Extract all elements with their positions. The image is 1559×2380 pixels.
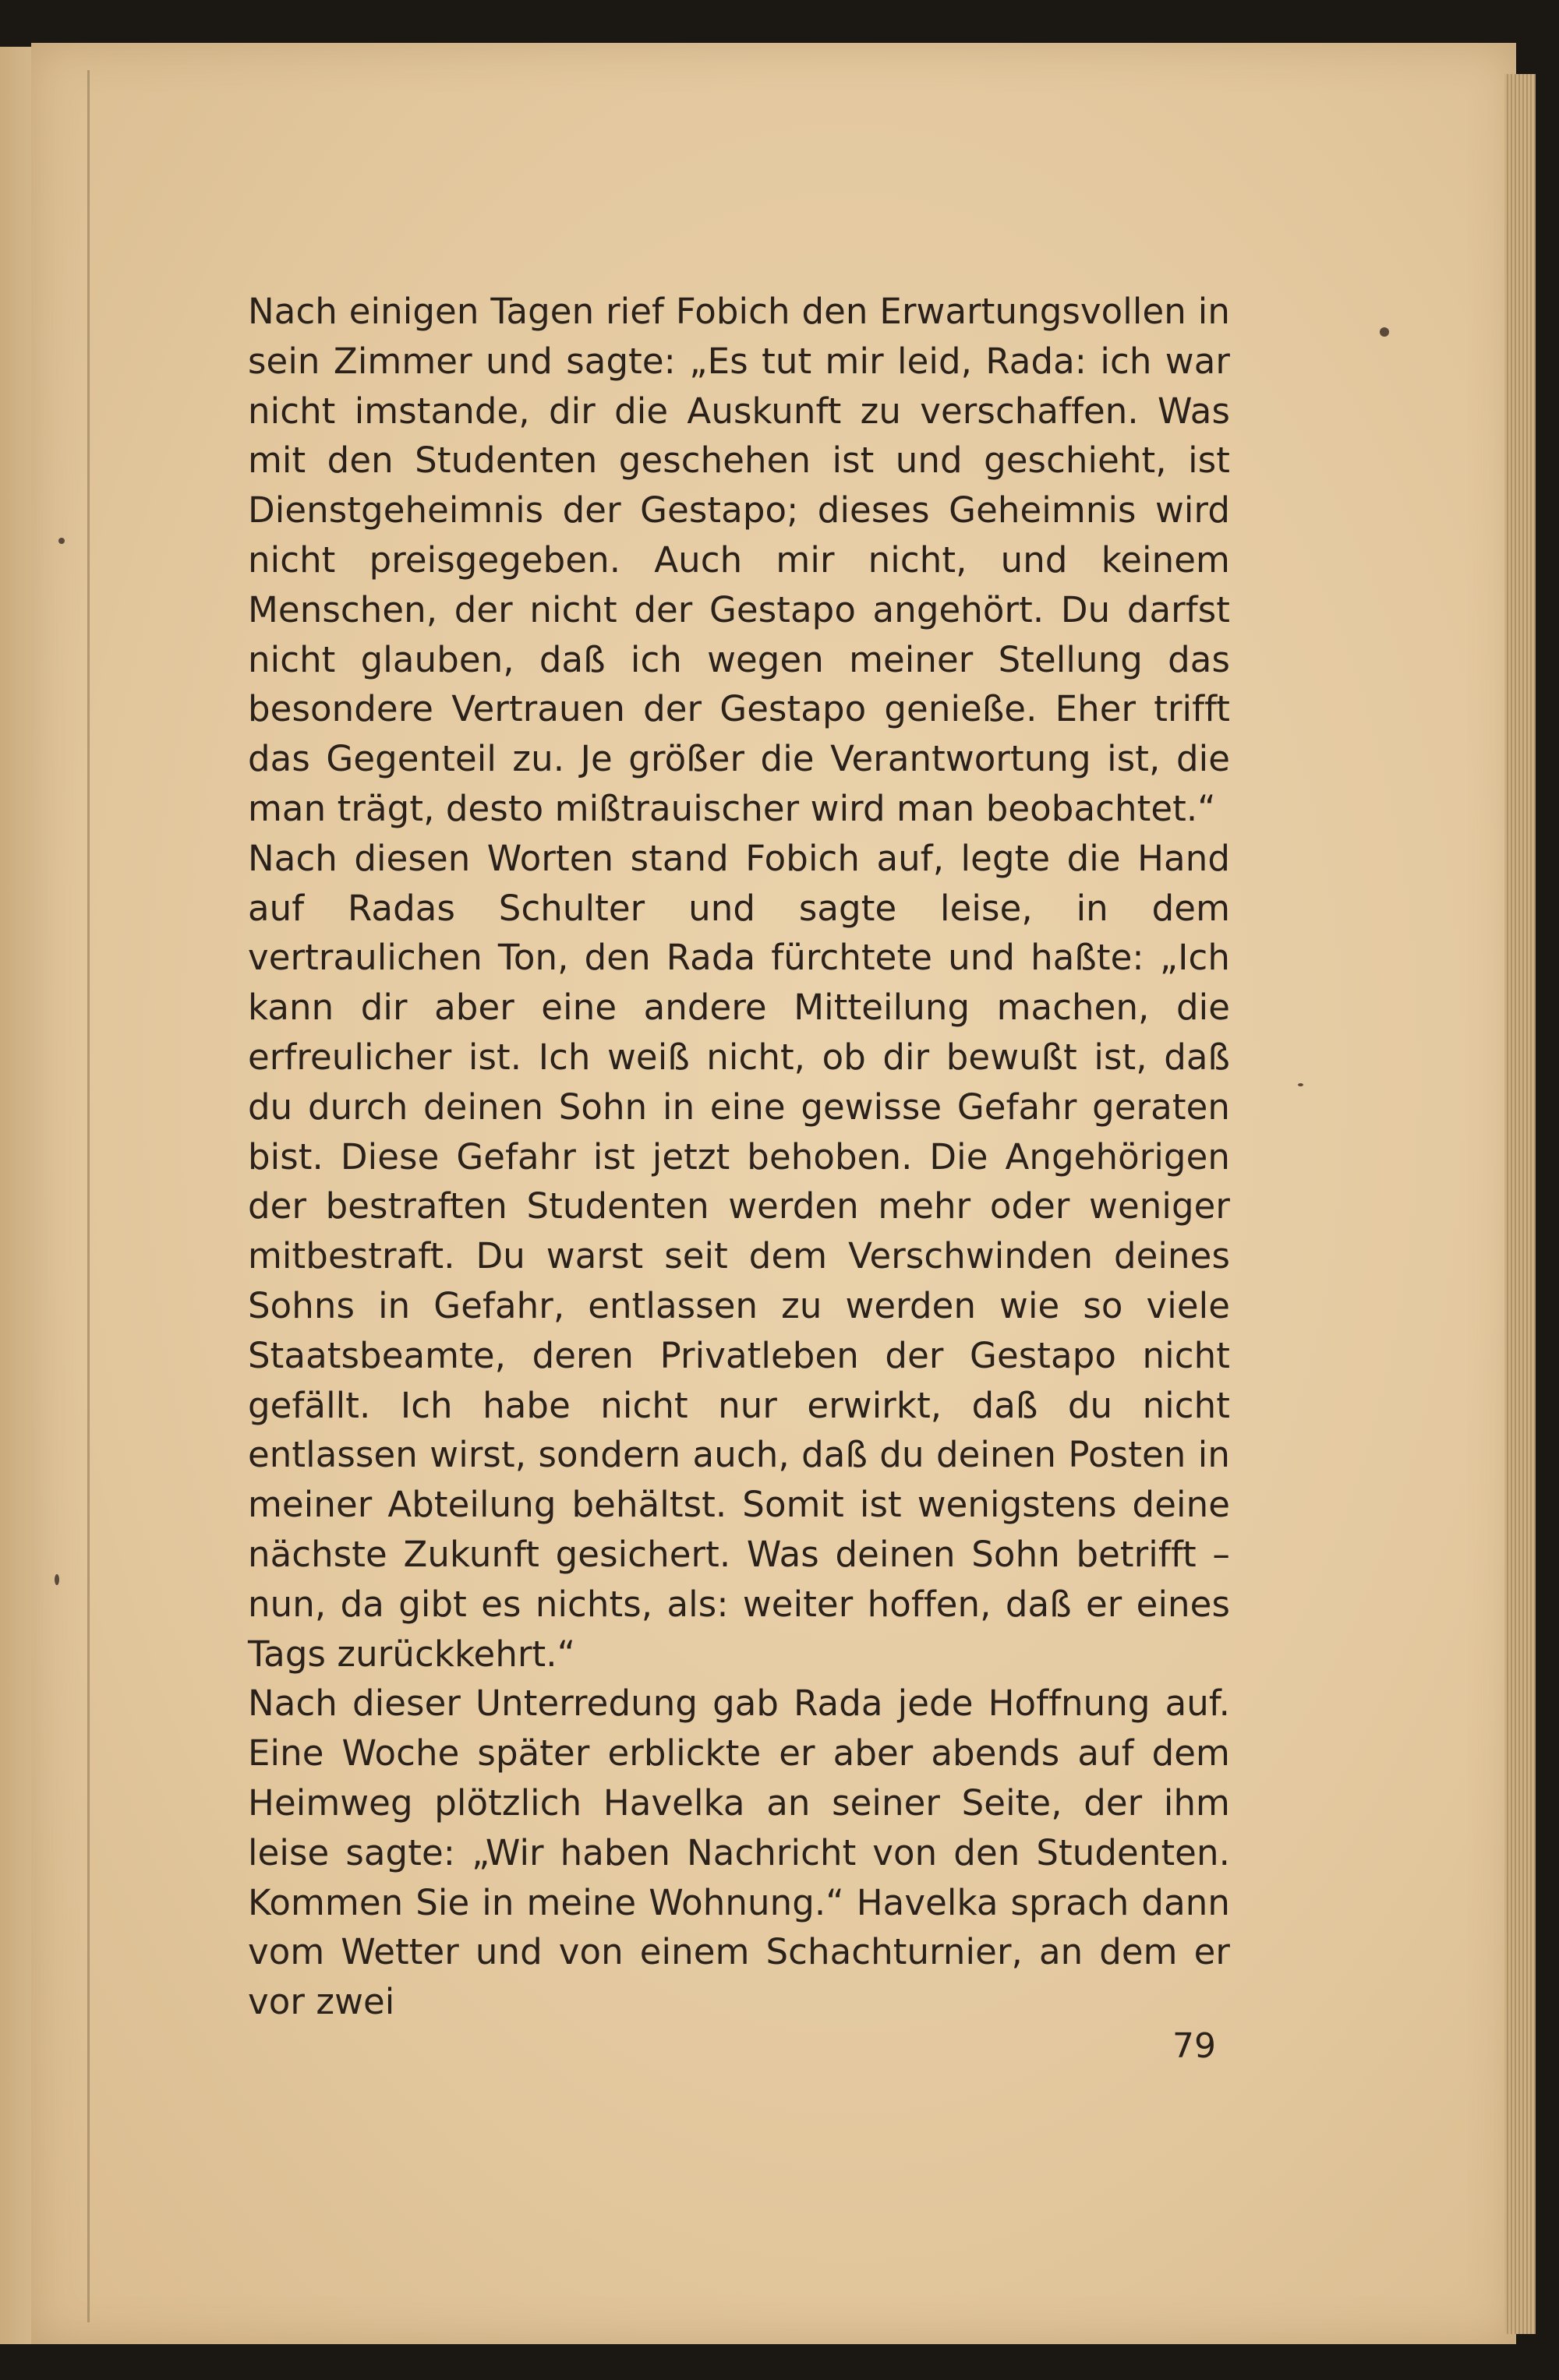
paragraph-2: Nach diesen Worten stand Fobich auf, legte die Hand auf Radas Schulter und sagte leise, in dem vertraulichen Ton, den Rada fürchtete und haßte: „Ich kann dir aber eine andere Mitteilung machen, die erfreulicher ist. Ich weiß nicht, ob dir bewußt ist, daß du durch deinen Sohn in eine gewisse Gefahr geraten bist. Diese Gefahr ist jetzt behoben. Die Angehörigen der bestraften Studenten werden mehr oder weniger mitbestraft. Du warst seit dem Verschwinden deines Sohns in Gefahr, entlassen zu werden wie so viele Staatsbeamte, deren Privatleben der Gestapo nicht gefällt. Ich habe nicht nur erwirkt, daß du nicht entlassen wirst, sondern auch, daß du deinen Posten in meiner Abteilung behältst. Somit ist wenigstens deine nächste Zukunft gesichert. Was deinen Sohn betrifft – nun, da gibt es nichts, als: weiter hoffen, daß er eines Tags zurückkehrt.“ <box>248 837 1230 1675</box>
paper-speck <box>58 538 65 544</box>
scan-bottom-border <box>0 2344 1559 2380</box>
paper-speck <box>55 1574 59 1585</box>
page-edges-stack <box>1504 74 1536 2334</box>
scan-top-border <box>0 0 1559 47</box>
page-number: 79 <box>1172 2026 1216 2066</box>
paper-speck <box>1298 1083 1303 1086</box>
paragraph-3: Nach dieser Unterredung gab Rada jede Hoffnung auf. Eine Woche später erblickte er aber abends auf dem Heimweg plötzlich Havelka an seiner Seite, der ihm leise sagte: „Wir haben Nachricht von den Studenten. Kommen Sie in meine Wohnung.“ Havelka sprach dann vom Wetter und von einem Schachturnier, an dem er vor zwei <box>248 1683 1230 2023</box>
paragraph-1: Nach einigen Tagen rief Fobich den Erwartungsvollen in sein Zimmer und sagte: „Es tut mir leid, Rada: ich war nicht imstande, dir die Auskunft zu verschaffen. Was mit den Studenten geschehen ist und geschieht, ist Dienstgeheimnis der Gestapo; dieses Geheimnis wird nicht preisgegeben. Auch mir nicht, und keinem Menschen, der nicht der Gestapo angehört. Du darfst nicht glauben, daß ich wegen meiner Stellung das besondere Vertrauen der Gestapo genieße. Eher trifft das Gegenteil zu. Je größer die Verantwortung ist, die man trägt, desto mißtrauischer wird man beobachtet.“ <box>248 291 1230 829</box>
paper-speck <box>1380 327 1389 337</box>
page-gutter <box>87 70 90 2322</box>
body-text <box>248 287 1230 2027</box>
